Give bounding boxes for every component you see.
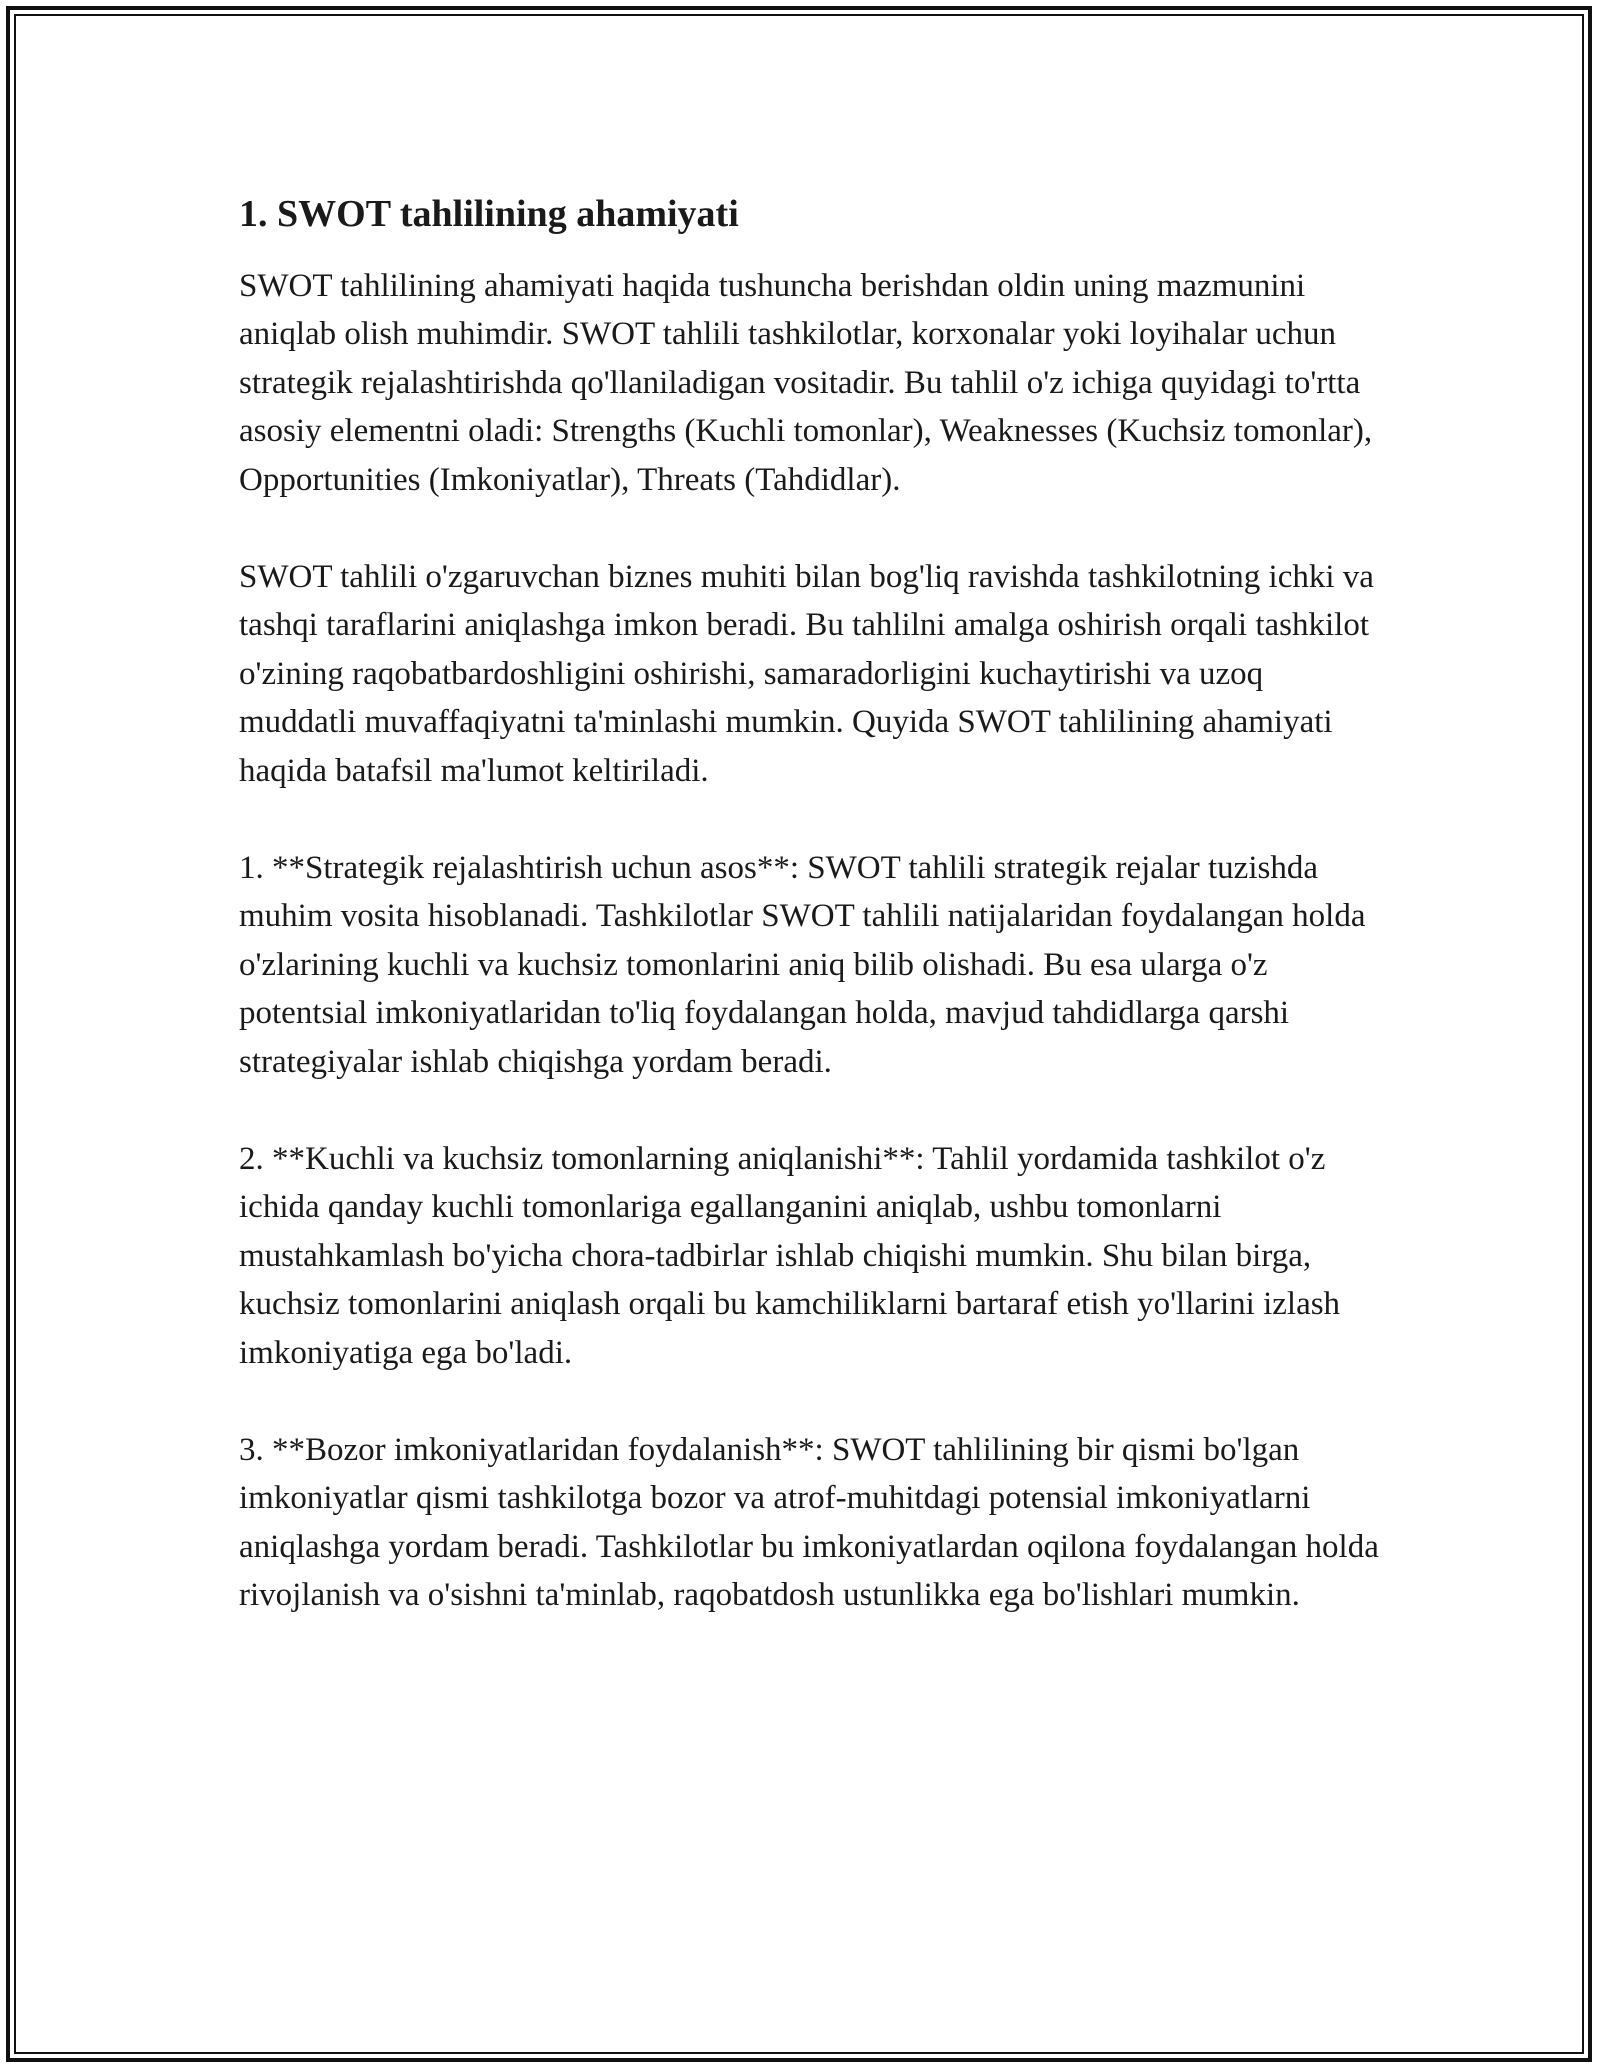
paragraph-point-3: 3. **Bozor imkoniyatlaridan foydalanish**: SWOT tahlilining bir qismi bo'lgan imkoniyatlar qismi tashkilotga bozor va atrof-muhitdagi potensial imkoniyatlarni aniqlashga yordam beradi. Tashkilotlar bu imkoniyatlardan oqilona foydalangan holda rivojlanish va o'sishni ta'minlab, raqobatdosh ustunlikka ega bo'lishlari mumkin. [239, 1431, 1379, 1614]
document-body [239, 192, 1379, 1668]
page-frame [6, 6, 1592, 2062]
paragraph-point-1: 1. **Strategik rejalashtirish uchun asos**: SWOT tahlili strategik rejalar tuzishda muhim vosita hisoblanadi. Tashkilotlar SWOT tahlili natijalaridan foydalangan holda o'zlarining kuchli va kuchsiz tomonlarini aniq bilib olishadi. Bu esa ularga o'z potentsial imkoniyatlaridan to'liq foydalangan holda, mavjud tahdidlarga qarshi strategiyalar ishlab chiqishga yordam beradi. [239, 849, 1366, 1080]
paragraph-intro: SWOT tahlilining ahamiyati haqida tushuncha berishdan oldin uning mazmunini aniqlab olish muhimdir. SWOT tahlili tashkilotlar, korxonalar yoki loyihalar uchun strategik rejalashtirishda qo'llaniladigan vositadir. Bu tahlil o'z ichiga quyidagi to'rtta asosiy elementni oladi: Strengths (Kuchli tomonlar), Weaknesses (Kuchsiz tomonlar), Opportunities (Imkoniyatlar), Threats (Tahdidlar). [239, 267, 1373, 498]
paragraph-context: SWOT tahlili o'zgaruvchan biznes muhiti bilan bog'liq ravishda tashkilotning ichki va tashqi taraflarini aniqlashga imkon beradi. Bu tahlilni amalga oshirish orqali tashkilot o'zining raqobatbardoshligini oshirishi, samaradorligini kuchaytirishi va uzoq muddatli muvaffaqiyatni ta'minlashi mumkin. Quyida SWOT tahlilining ahamiyati haqida batafsil ma'lumot keltiriladi. [239, 558, 1374, 789]
paragraph-point-2: 2. **Kuchli va kuchsiz tomonlarning aniqlanishi**: Tahlil yordamida tashkilot o'z ichida qanday kuchli tomonlariga egallanganini aniqlab, ushbu tomonlarni mustahkamlash bo'yicha chora-tadbirlar ishlab chiqishi mumkin. Shu bilan birga, kuchsiz tomonlarini aniqlash orqali bu kamchiliklarni bartaraf etish yo'llarini izlash imkoniyatiga ega bo'ladi. [239, 1140, 1341, 1371]
document-title: 1. SWOT tahlilining ahamiyati [239, 193, 739, 235]
